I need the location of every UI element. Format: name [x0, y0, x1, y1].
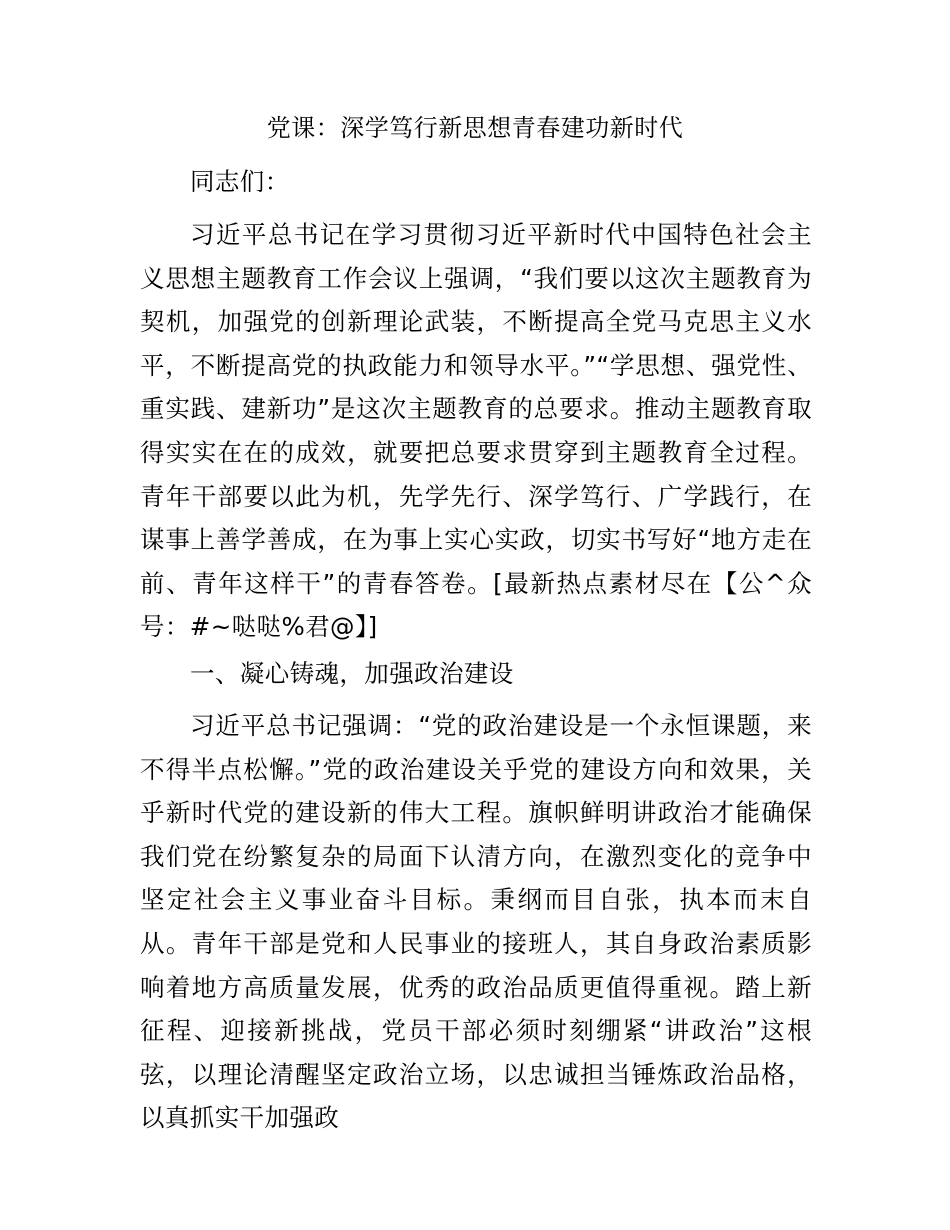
- document-title: 党课：深学笃行新思想青春建功新时代: [266, 114, 684, 142]
- salutation: 同志们：: [190, 167, 290, 196]
- body-paragraph-1: 习近平总书记在学习贯彻习近平新时代中国特色社会主义思想主题教育工作会议上强调，“我们要以这次主题教育为契机，加强党的创新理论武装，不断提高全党马克思主义水平，不断提高党的执政能力和领导水平。”“学思想、强党性、重实践、建新功”是这次主题教育的总要求。推动主题教育取得实实在在的成效，就要把总要求贯穿到主题教育全过程。青年干部要以此为机，先学先行、深学笃行、广学践行，在谋事上善学善成，在为事上实心实政，切实书写好“地方走在前、青年这样干”的青春答卷。[最新热点素材尽在【公^众号：#~哒哒%君@】]: [140, 220, 812, 642]
- body-paragraph-2: 习近平总书记强调：“党的政治建设是一个永恒课题，来不得半点松懈。”党的政治建设关乎党的建设方向和效果，关乎新时代党的建设新的伟大工程。旗帜鲜明讲政治才能确保我们党在纷繁复杂的局面下认清方向，在激烈变化的竞争中坚定社会主义事业奋斗目标。秉纲而目自张，执本而末自从。青年干部是党和人民事业的接班人，其自身政治素质影响着地方高质量发展，优秀的政治品质更值得重视。踏上新征程、迎接新挑战，党员干部必须时刻绷紧“讲政治”这根弦，以理论清醒坚定政治立场，以忠诚担当锤炼政治品格，以真抓实干加强政: [140, 711, 812, 1133]
- section-heading-1: 一、凝心铸魂，加强政治建设: [190, 659, 514, 688]
